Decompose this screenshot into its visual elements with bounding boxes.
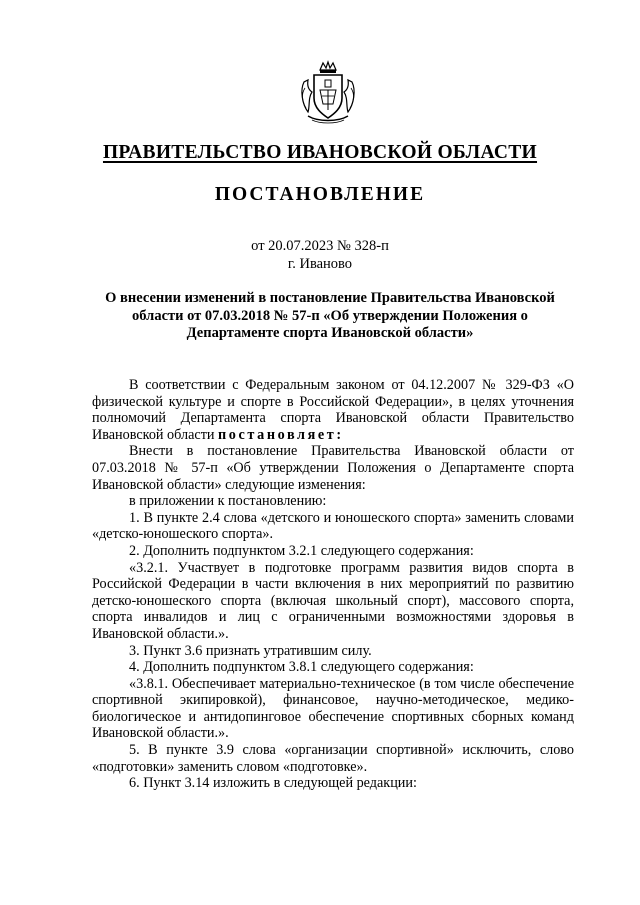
paragraph: 5. В пункте 3.9 слова «организации спортивной» исключить, слово «подготовки» заменить словом «подготовке». — [92, 742, 574, 775]
paragraph: 4. Дополнить подпунктом 3.8.1 следующего содержания: — [129, 659, 474, 676]
paragraph: «3.2.1. Участвует в подготовке программ развития видов спорта в Российской Федерации в части включения в них мероприятий по развитию детско-юношеского спорта (включая школьный спорт), массового спорта, спорта инвалидов и лиц с ограниченными возможностями здоровья в Ивановской области.». — [92, 559, 574, 642]
paragraph: 6. Пункт 3.14 изложить в следующей редакции: — [129, 775, 417, 792]
organization-title — [0, 142, 640, 164]
organization-title-text: ПРАВИТЕЛЬСТВО ИВАНОВСКОЙ ОБЛАСТИ — [102, 142, 538, 163]
decree-word: постановляет: — [218, 426, 344, 443]
paragraph: 3. Пункт 3.6 признать утратившим силу. — [129, 642, 372, 659]
date-number: от 20.07.2023 № 328-п — [251, 238, 389, 254]
paragraph: «3.8.1. Обеспечивает материально-техническое (в том числе обеспечение спортивной экипировкой), финансовое, научно-методическое, медико-биологическое и антидопинговое обеспечение спортивных сборных команд Ивановской области.». — [92, 675, 574, 742]
paragraph: в приложении к постановлению: — [129, 493, 327, 510]
document-type: ПОСТАНОВЛЕНИЕ — [214, 184, 426, 205]
preamble-text: В соответствии с Федеральным законом от 04.12.2007 № 329-ФЗ «О физической культуре и спорте в Российской Федерации», в целях уточнения полномочий Департамента спорта Ивановской области Правительство Ивановской области — [92, 377, 574, 443]
paragraph: 1. В пункте 2.4 слова «детского и юношеского спорта» заменить словами «детско-юношеского спорта». — [92, 509, 574, 543]
city: г. Иваново — [287, 256, 353, 272]
document-subject: О внесении изменений в постановление Правительства Ивановской области от 07.03.2018 № 57-п «Об утверждении Положения о Департаменте спорта Ивановской области» — [105, 290, 555, 341]
document-body — [92, 377, 574, 792]
paragraph: 2. Дополнить подпунктом 3.2.1 следующего содержания: — [129, 542, 474, 559]
coat-of-arms-icon — [296, 60, 360, 126]
paragraph-preamble — [92, 377, 574, 443]
paragraph: Внести в постановление Правительства Ивановской области от 07.03.2018 № 57-п «Об утверждении Положения о Департаменте спорта Ивановской области» следующие изменения: — [92, 443, 574, 493]
